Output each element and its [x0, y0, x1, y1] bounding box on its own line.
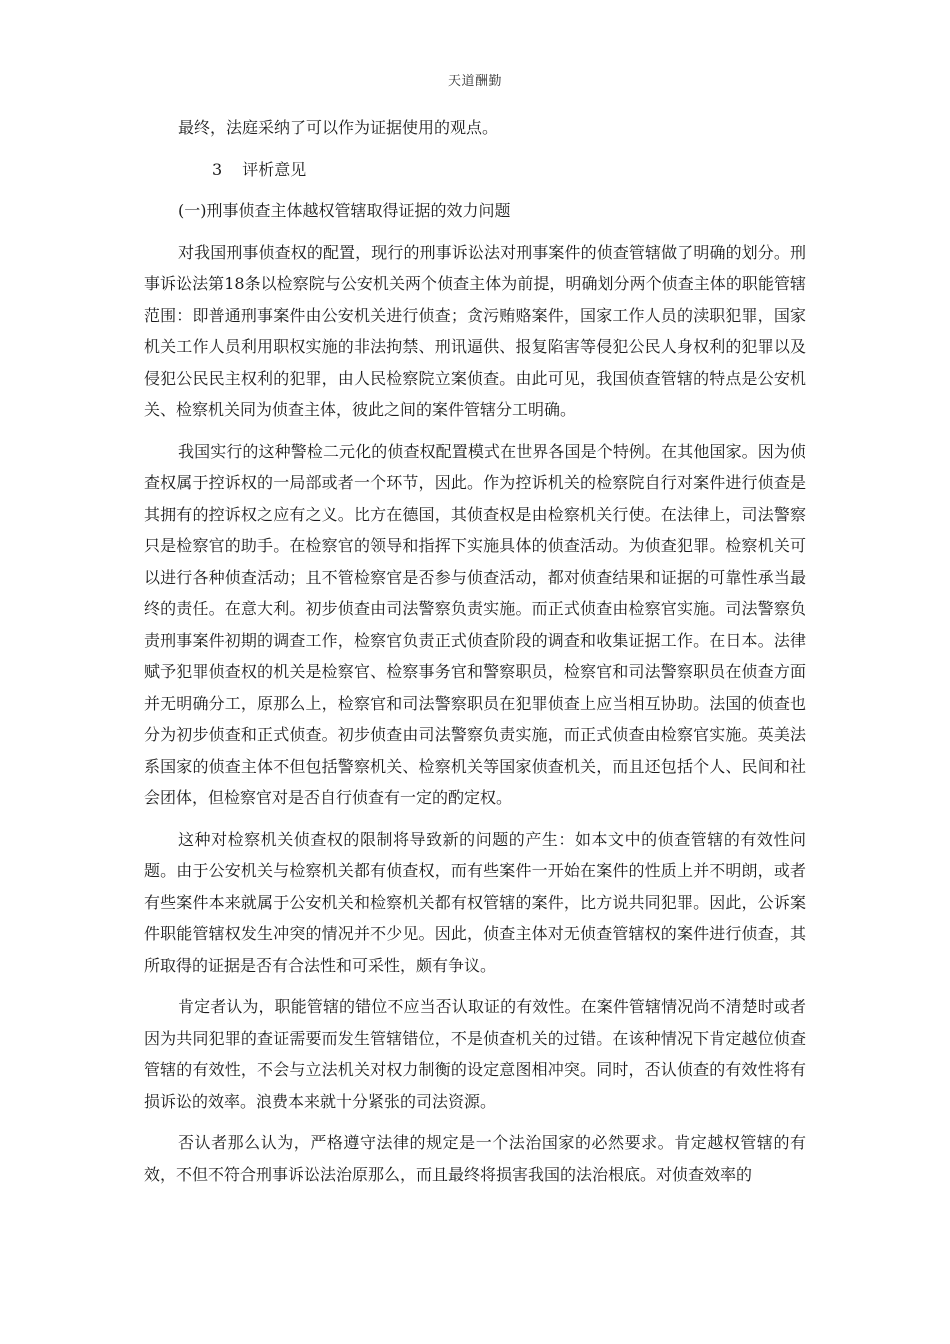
section-title: 评析意见 [242, 159, 307, 179]
page-header: 天道酬勤 [447, 74, 502, 89]
body-paragraph: 这种对检察机关侦查权的限制将导致新的问题的产生：如本文中的侦查管辖的有效性问题。由于公安机关与检察机关都有侦查权，而有些案件一开始在案件的性质上并不明朗，或者有些案件本来就属于公安机关和检察机关都有权管辖的案件，比方说共同犯罪。因此，公诉案件职能管辖权发生冲突的情况并不少见。因此，侦查主体对无侦查管辖权的案件进行侦查，其所取得的证据是否有合法性和可采性，颇有争议。 [144, 829, 806, 975]
section-heading [144, 154, 806, 186]
body-paragraph: 我国实行的这种警检二元化的侦查权配置模式在世界各国是个特例。在其他国家。因为侦查权属于控诉权的一局部或者一个环节，因此。作为控诉机关的检察院自行对案件进行侦查是其拥有的控诉权之应有之义。比方在德国，其侦查权是由检察机关行使。在法律上，司法警察只是检察官的助手。在检察官的领导和指挥下实施具体的侦查活动。为侦查犯罪。检察机关可以进行各种侦查活动；且不管检察官是否参与侦查活动，都对侦查结果和证据的可靠性承当最终的责任。在意大利。初步侦查由司法警察负责实施。而正式侦查由检察官实施。司法警察负责刑事案件初期的调查工作，检察官负责正式侦查阶段的调查和收集证据工作。在日本。法律赋予犯罪侦查权的机关是检察官、检察事务官和警察职员，检察官和司法警察职员在侦查方面并无明确分工，原那么上，检察官和司法警察职员在犯罪侦查上应当相互协助。法国的侦查也分为初步侦查和正式侦查。初步侦查由司法警察负责实施，而正式侦查由检察官实施。英美法系国家的侦查主体不但包括警察机关、检察机关等国家侦查机关，而且还包括个人、民间和社会团体，但检察官对是否自行侦查有一定的酌定权。 [144, 441, 806, 807]
body-paragraph: 对我国刑事侦查权的配置，现行的刑事诉讼法对刑事案件的侦查管辖做了明确的划分。刑事诉讼法第18条以检察院与公安机关两个侦查主体为前提，明确划分两个侦查主体的职能管辖范围：即普通刑事案件由公安机关进行侦查；贪污贿赂案件，国家工作人员的渎职犯罪，国家机关工作人员利用职权实施的非法拘禁、刑讯逼供、报复陷害等侵犯公民人身权利的犯罪以及侵犯公民民主权利的犯罪，由人民检察院立案侦查。由此可见，我国侦查管辖的特点是公安机关、检察机关同为侦查主体，彼此之间的案件管辖分工明确。 [144, 242, 806, 419]
body-paragraph: 肯定者认为，职能管辖的错位不应当否认取证的有效性。在案件管辖情况尚不清楚时或者因为共同犯罪的查证需要而发生管辖错位，不是侦查机关的过错。在该种情况下肯定越位侦查管辖的有效性，不会与立法机关对权力制衡的设定意图相冲突。同时，否认侦查的有效性将有损诉讼的效率。浪费本来就十分紧张的司法资源。 [144, 997, 806, 1111]
opening-line: 最终，法庭采纳了可以作为证据使用的观点。 [178, 118, 499, 137]
section-number: 3 [212, 159, 223, 179]
subsection-heading: (一)刑事侦查主体越权管辖取得证据的效力问题 [178, 201, 511, 220]
document-body [144, 112, 806, 1200]
body-paragraph: 否认者那么认为，严格遵守法律的规定是一个法治国家的必然要求。肯定越权管辖的有效，不但不符合刑事诉讼法治原那么，而且最终将损害我国的法治根底。对侦查效率的 [144, 1133, 806, 1184]
